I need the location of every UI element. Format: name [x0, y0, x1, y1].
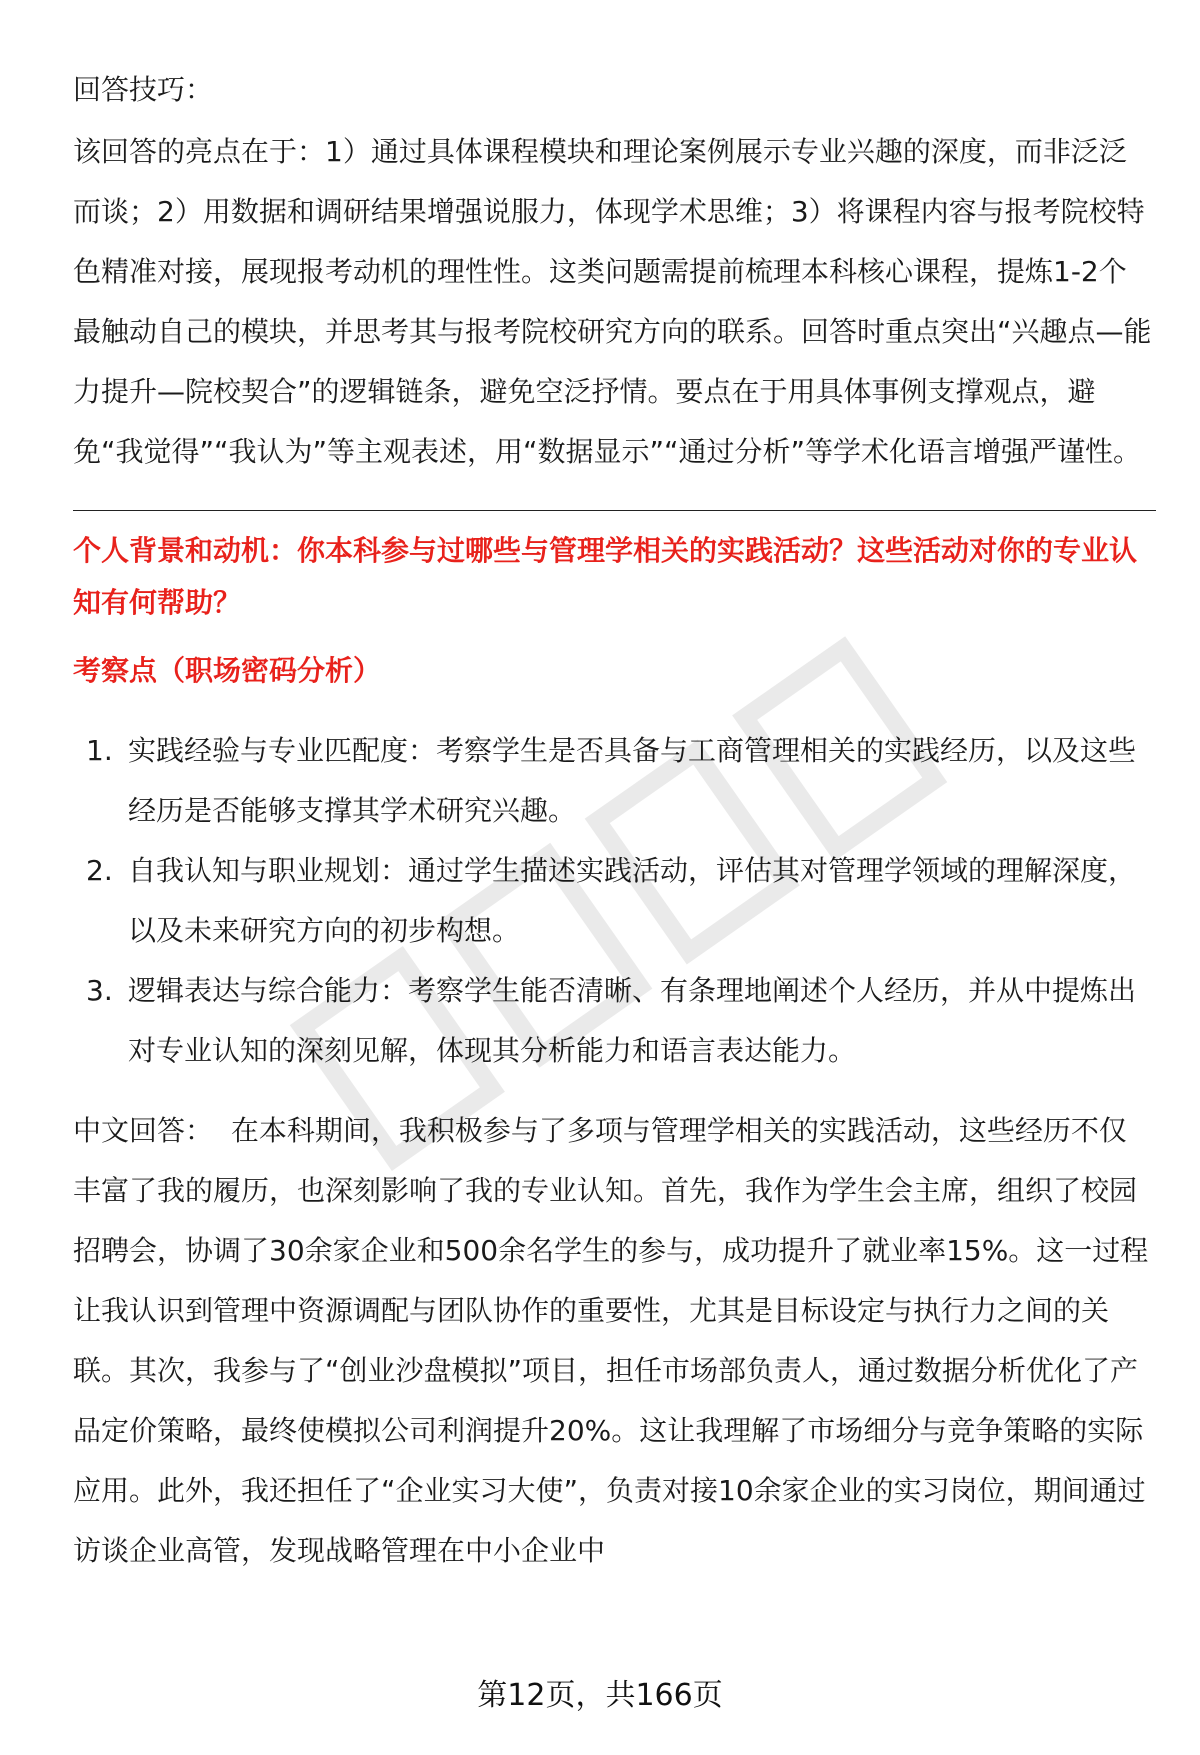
assessment-points-label: 考察点（职场密码分析）: [73, 654, 382, 687]
list-item-number: 2.: [86, 854, 113, 887]
page-number: 第12页，共166页: [477, 1678, 723, 1713]
chinese-answer: [73, 1101, 1153, 1581]
list-item-number: 3.: [86, 974, 113, 1007]
document-page: [73, 66, 1153, 1581]
answer-body: 在本科期间，我积极参与了多项与管理学相关的实践活动，这些经历不仅丰富了我的履历，也深刻影响了我的专业认知。首先，我作为学生会主席，组织了校园招聘会，协调了30余家企业和500余名学生的参与，成功提升了就业率15%。这一过程让我认识到管理中资源调配与团队协作的重要性，尤其是目标设定与执行力之间的关联。其次，我参与了“创业沙盘模拟”项目，担任市场部负责人，通过数据分析优化了产品定价策略，最终使模拟公司利润提升20%。这让我理解了市场细分与竞争策略的实际应用。此外，我还担任了“企业实习大使”，负责对接10余家企业的实习岗位，期间通过访谈企业高管，发现战略管理在中小企业中: [73, 1114, 1149, 1567]
list-item: [73, 961, 1153, 1081]
list-item-text: 实践经验与专业匹配度：考察学生是否具备与工商管理相关的实践经历，以及这些经历是否能够支撑其学术研究兴趣。: [128, 734, 1137, 827]
question-title: 个人背景和动机：你本科参与过哪些与管理学相关的实践活动？这些活动对你的专业认知有何帮助？: [73, 534, 1138, 619]
tips-body: 该回答的亮点在于：1）通过具体课程模块和理论案例展示专业兴趣的深度，而非泛泛而谈；2）用数据和调研结果增强说服力，体现学术思维；3）将课程内容与报考院校特色精准对接，展现报考动机的理性性。这类问题需提前梳理本科核心课程，提炼1-2个最触动自己的模块，并思考其与报考院校研究方向的联系。回答时重点突出“兴趣点—能力提升—院校契合”的逻辑链条，避免空泛抒情。要点在于用具体事例支撑观点，避免“我觉得”“我认为”等主观表述，用“数据显示”“通过分析”等学术化语言增强严谨性。: [73, 135, 1152, 468]
section-divider: [73, 510, 1156, 511]
list-item-text: 自我认知与职业规划：通过学生描述实践活动，评估其对管理学领域的理解深度，以及未来研究方向的初步构想。: [128, 854, 1137, 947]
answer-label: 中文回答：: [73, 1114, 214, 1147]
list-item: [73, 841, 1153, 961]
list-item: [73, 721, 1153, 841]
list-item-number: 1.: [86, 734, 113, 767]
assessment-points-list: [73, 721, 1153, 1081]
list-item-text: 逻辑表达与综合能力：考察学生能否清晰、有条理地阐述个人经历，并从中提炼出对专业认知的深刻见解，体现其分析能力和语言表达能力。: [128, 974, 1137, 1067]
tips-label: 回答技巧：: [73, 73, 214, 106]
